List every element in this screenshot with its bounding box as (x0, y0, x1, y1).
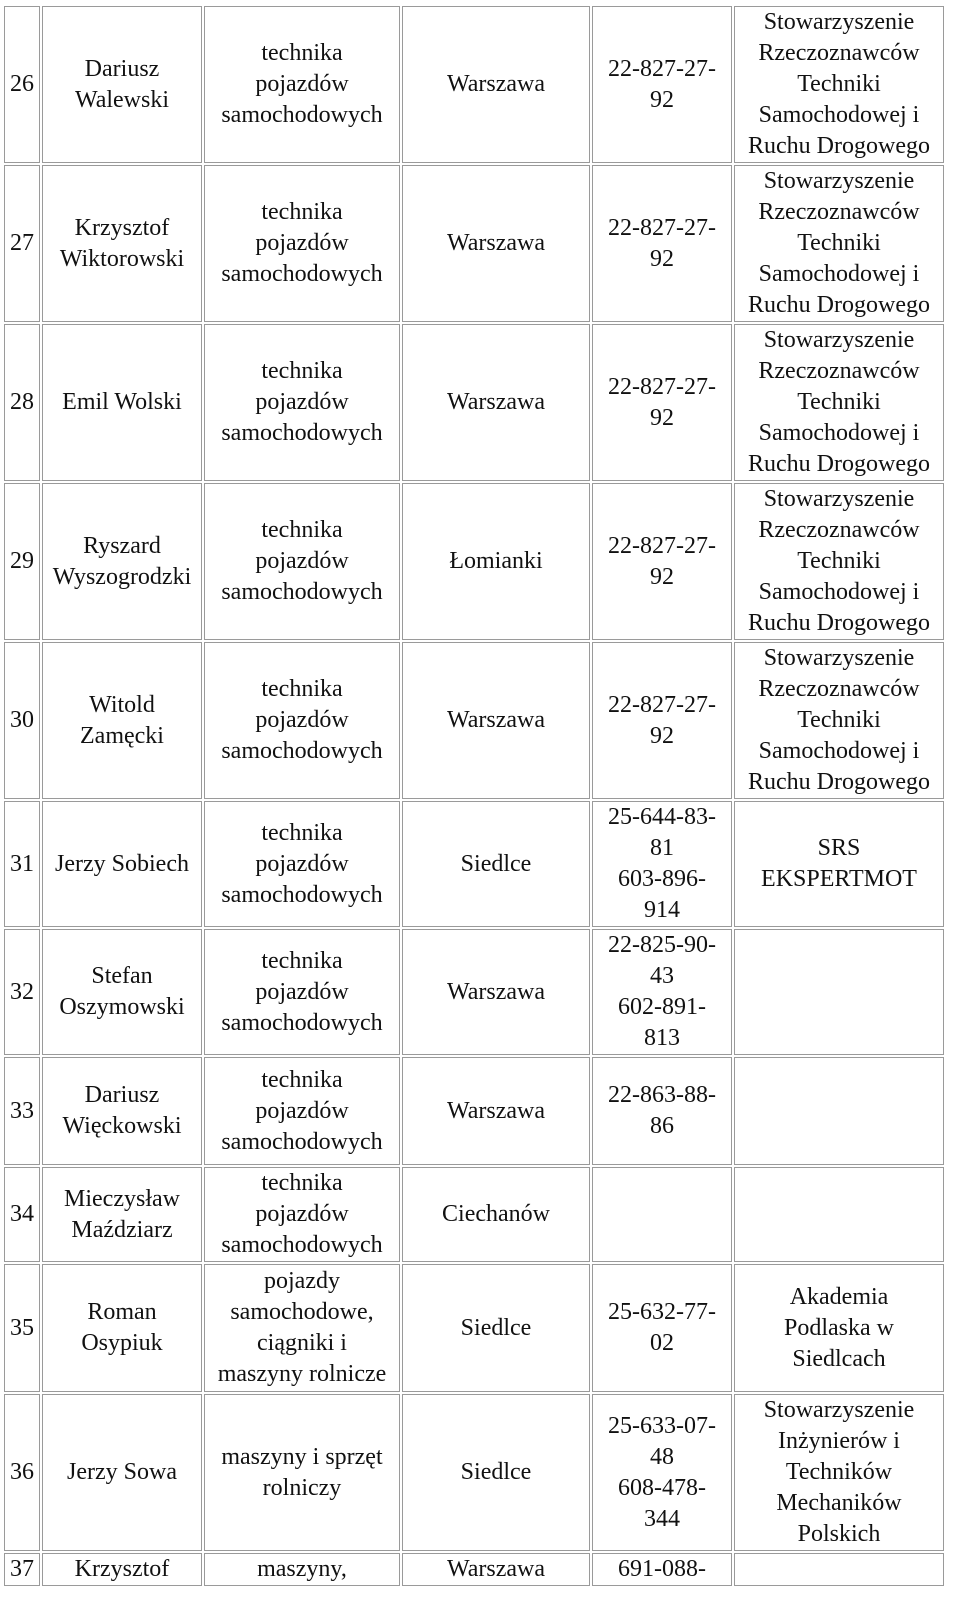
expert-organization (734, 1167, 944, 1262)
expert-phone (592, 1057, 732, 1165)
table-row (4, 324, 944, 481)
expert-name (42, 1264, 202, 1392)
expert-city-text: Warszawa (446, 230, 545, 256)
experts-table (2, 4, 946, 1588)
expert-specialty-text: technika pojazdów samochodowych (221, 947, 383, 1036)
expert-specialty (204, 1264, 400, 1392)
expert-city (402, 324, 590, 481)
expert-phone (592, 801, 732, 927)
expert-name (42, 1553, 202, 1586)
expert-city (402, 1167, 590, 1262)
expert-specialty (204, 1167, 400, 1262)
expert-specialty (204, 1394, 400, 1551)
expert-organization (734, 929, 944, 1055)
expert-phone-text: 22-863-88- 86 (608, 1082, 716, 1139)
row-number (4, 324, 40, 481)
expert-city-text: Warszawa (446, 707, 545, 733)
expert-phone-text: 22-827-27- 92 (608, 214, 716, 272)
expert-specialty (204, 6, 400, 163)
expert-organization (734, 1394, 944, 1551)
expert-specialty-text: pojazdy samochodowe, ciągniki i maszyny rolnicze (217, 1268, 387, 1387)
expert-specialty (204, 642, 400, 799)
table-row (4, 1057, 944, 1165)
expert-organization (734, 1553, 944, 1586)
expert-phone-text: 22-825-90- 43 602-891- 813 (608, 932, 716, 1051)
expert-name (42, 6, 202, 163)
expert-name-text: Krzysztof Wiktorowski (59, 214, 185, 272)
expert-name (42, 324, 202, 481)
table-row (4, 929, 944, 1055)
expert-name (42, 642, 202, 799)
expert-name-text: Jerzy Sobiech (55, 850, 189, 877)
expert-phone (592, 1553, 732, 1586)
row-number (4, 929, 40, 1055)
expert-specialty-text: technika pojazdów samochodowych (221, 676, 383, 764)
expert-organization-text: Stowarzyszenie Rzeczoznawców Techniki Samochodowej i Ruchu Drogowego (748, 327, 930, 477)
expert-city (402, 929, 590, 1055)
row-number (4, 1553, 40, 1586)
expert-phone (592, 929, 732, 1055)
row-number (4, 1394, 40, 1551)
expert-phone (592, 1264, 732, 1392)
expert-name-text: Jerzy Sowa (67, 1459, 177, 1485)
table-row (4, 165, 944, 322)
expert-city-text: Warszawa (446, 978, 545, 1005)
expert-specialty-text: technika pojazdów samochodowych (221, 1066, 383, 1155)
expert-phone (592, 165, 732, 322)
expert-organization-text: Stowarzyszenie Rzeczoznawców Techniki Samochodowej i Ruchu Drogowego (748, 486, 930, 636)
expert-city (402, 801, 590, 927)
expert-organization (734, 642, 944, 799)
expert-city (402, 483, 590, 640)
expert-phone-text: 25-633-07- 48 608-478- 344 (608, 1412, 716, 1532)
expert-phone-text: 22-827-27- 92 (608, 532, 716, 590)
expert-name-text: Stefan Oszymowski (59, 963, 185, 1020)
expert-specialty-text: technika pojazdów samochodowych (221, 199, 383, 287)
table-row (4, 642, 944, 799)
expert-specialty (204, 929, 400, 1055)
table-row (4, 6, 944, 163)
expert-city-text: Warszawa (446, 71, 545, 97)
expert-organization (734, 324, 944, 481)
expert-organization-text: Stowarzyszenie Inżynierów i Techników Mechaników Polskich (763, 1397, 915, 1547)
table-row (4, 483, 944, 640)
row-number (4, 483, 40, 640)
row-number (4, 1057, 40, 1165)
expert-phone (592, 1394, 732, 1551)
expert-specialty (204, 1057, 400, 1165)
row-number-text: 33 (10, 1097, 34, 1124)
expert-city-text: Siedlce (460, 1314, 532, 1341)
expert-name-text: Ryszard Wyszogrodzki (52, 532, 192, 590)
expert-phone-text: 22-827-27- 92 (608, 691, 716, 749)
expert-phone-text: 25-644-83- 81 603-896- 914 (608, 804, 716, 923)
expert-organization-text: Stowarzyszenie Rzeczoznawców Techniki Samochodowej i Ruchu Drogowego (748, 645, 930, 795)
table-row (4, 1167, 944, 1262)
expert-specialty-text: technika pojazdów samochodowych (221, 517, 383, 605)
row-number-text: 30 (10, 707, 34, 733)
expert-name-text: Witold Zamęcki (80, 691, 164, 749)
expert-city (402, 165, 590, 322)
expert-phone (592, 1167, 732, 1262)
expert-city-text: Warszawa (446, 1097, 545, 1124)
expert-city-text: Ciechanów (442, 1201, 550, 1227)
expert-name (42, 1394, 202, 1551)
row-number (4, 642, 40, 799)
expert-specialty-text: technika pojazdów samochodowych (221, 358, 383, 446)
expert-city (402, 1553, 590, 1586)
expert-specialty (204, 165, 400, 322)
row-number (4, 6, 40, 163)
expert-name (42, 483, 202, 640)
row-number-text: 27 (10, 230, 34, 256)
expert-organization (734, 6, 944, 163)
expert-phone (592, 483, 732, 640)
row-number (4, 1167, 40, 1262)
expert-city (402, 1264, 590, 1392)
expert-phone (592, 6, 732, 163)
row-number-text: 32 (10, 978, 34, 1005)
expert-specialty-text: technika pojazdów samochodowych (221, 40, 383, 128)
expert-specialty (204, 483, 400, 640)
expert-name (42, 1167, 202, 1262)
row-number (4, 801, 40, 927)
expert-specialty-text: technika pojazdów samochodowych (221, 819, 383, 908)
expert-city-text: Warszawa (446, 1556, 545, 1582)
expert-city-text: Łomianki (449, 548, 543, 574)
row-number-text: 31 (10, 850, 34, 877)
expert-specialty (204, 324, 400, 481)
expert-organization-text: SRS EKSPERTMOT (761, 835, 917, 892)
row-number-text: 35 (10, 1314, 34, 1341)
expert-name-text: Krzysztof (74, 1556, 170, 1582)
row-number-text: 36 (10, 1459, 34, 1485)
expert-name-text: Emil Wolski (62, 389, 182, 415)
expert-organization (734, 1264, 944, 1392)
expert-name (42, 165, 202, 322)
expert-organization-text: Akademia Podlaska w Siedlcach (784, 1283, 894, 1372)
expert-name (42, 1057, 202, 1165)
expert-specialty-text: maszyny i sprzęt rolniczy (221, 1443, 383, 1501)
expert-organization (734, 483, 944, 640)
row-number-text: 28 (10, 389, 34, 415)
row-number-text: 34 (10, 1201, 34, 1227)
table-row (4, 1264, 944, 1392)
expert-name-text: Dariusz Walewski (74, 55, 170, 113)
expert-phone-text: 691-088- (618, 1556, 706, 1582)
row-number (4, 1264, 40, 1392)
expert-city-text: Warszawa (446, 389, 545, 415)
expert-name-text: Roman Osypiuk (81, 1299, 163, 1356)
expert-phone (592, 642, 732, 799)
expert-city-text: Siedlce (460, 850, 532, 877)
expert-city (402, 1057, 590, 1165)
expert-name (42, 929, 202, 1055)
row-number-text: 29 (10, 548, 34, 574)
expert-specialty-text: technika pojazdów samochodowych (221, 1170, 383, 1258)
expert-name (42, 801, 202, 927)
expert-organization-text: Stowarzyszenie Rzeczoznawców Techniki Samochodowej i Ruchu Drogowego (748, 9, 930, 159)
expert-organization (734, 801, 944, 927)
expert-specialty-text: maszyny, (257, 1556, 347, 1582)
expert-name-text: Mieczysław Maździarz (64, 1185, 180, 1243)
table-row (4, 1553, 944, 1586)
expert-organization (734, 1057, 944, 1165)
table-row (4, 801, 944, 927)
expert-city-text: Siedlce (460, 1459, 532, 1485)
expert-phone-text: 22-827-27- 92 (608, 55, 716, 113)
expert-phone (592, 324, 732, 481)
expert-name-text: Dariusz Więckowski (62, 1082, 182, 1139)
row-number-text: 37 (10, 1556, 34, 1582)
expert-city (402, 642, 590, 799)
expert-specialty (204, 801, 400, 927)
row-number-text: 26 (10, 71, 34, 97)
expert-city (402, 6, 590, 163)
expert-phone-text: 25-632-77- 02 (608, 1299, 716, 1356)
expert-city (402, 1394, 590, 1551)
row-number (4, 165, 40, 322)
expert-organization (734, 165, 944, 322)
expert-organization-text: Stowarzyszenie Rzeczoznawców Techniki Samochodowej i Ruchu Drogowego (748, 168, 930, 318)
expert-phone-text: 22-827-27- 92 (608, 373, 716, 431)
table-row (4, 1394, 944, 1551)
expert-specialty (204, 1553, 400, 1586)
experts-table-body (4, 6, 944, 1586)
